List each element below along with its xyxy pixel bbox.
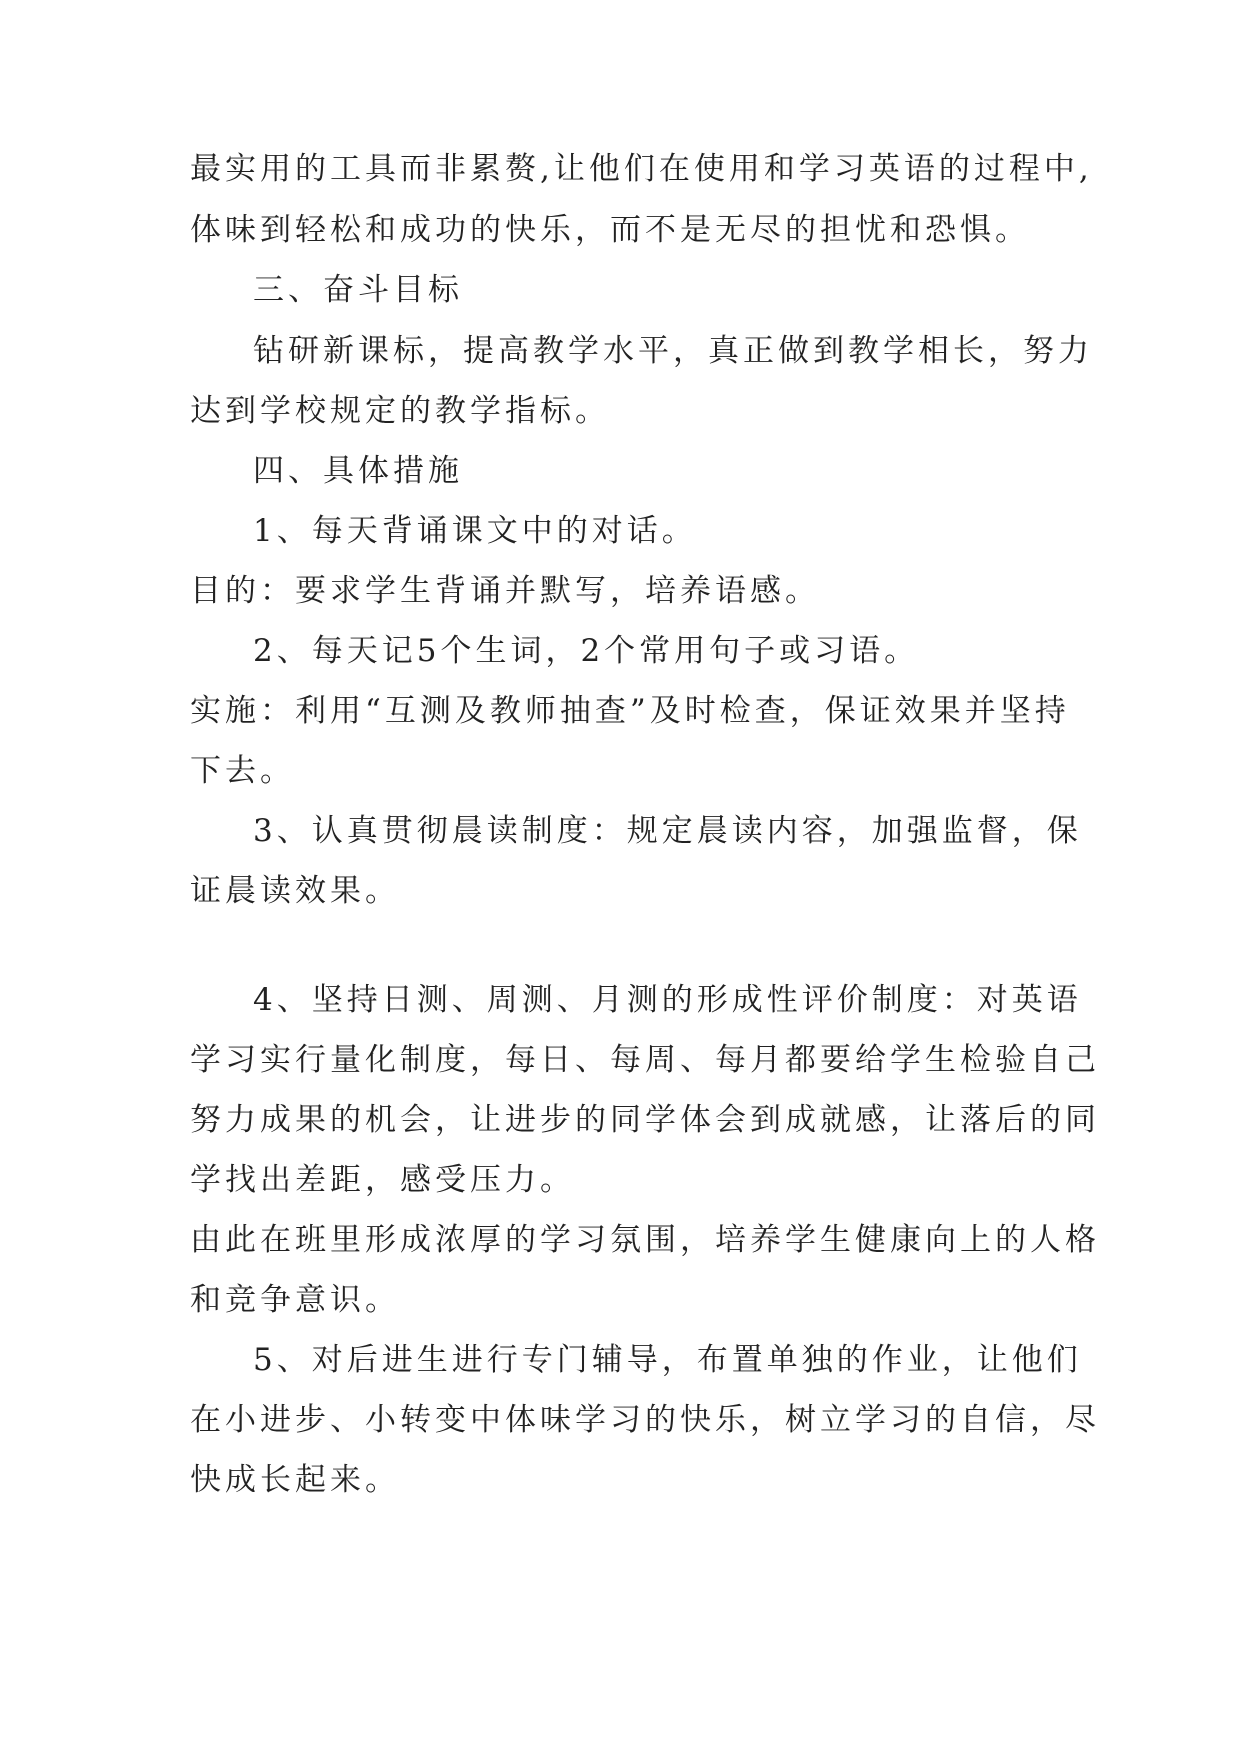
text-line: 和竞争意识。 [190, 1282, 400, 1318]
text-line: 学找出差距，感受压力。 [190, 1162, 575, 1198]
text-line: 证晨读效果。 [190, 873, 400, 909]
list-item: 5、对后进生进行专门辅导，布置单独的作业，让他们 [253, 1342, 1082, 1378]
text-line: 实施：利用“互测及教师抽查”及时检查，保证效果并坚持 [190, 693, 1070, 729]
list-item: 1、每天背诵课文中的对话。 [253, 513, 697, 549]
text-line: 由此在班里形成浓厚的学习氛围，培养学生健康向上的人格 [190, 1222, 1100, 1258]
text-line: 快成长起来。 [190, 1462, 400, 1498]
text-line: 最实用的工具而非累赘,让他们在使用和学习英语的过程中, [190, 151, 1093, 187]
section-heading: 三、奋斗目标 [253, 272, 463, 308]
text-line: 目的：要求学生背诵并默写，培养语感。 [190, 573, 820, 609]
text-line: 钻研新课标，提高教学水平，真正做到教学相长，努力 [253, 333, 1093, 369]
text-line: 在小进步、小转变中体味学习的快乐，树立学习的自信，尽 [190, 1402, 1100, 1438]
list-item: 4、坚持日测、周测、月测的形成性评价制度：对英语 [253, 982, 1082, 1018]
text-line: 下去。 [190, 753, 295, 789]
text-line: 体味到轻松和成功的快乐，而不是无尽的担忧和恐惧。 [190, 212, 1030, 248]
text-line: 学习实行量化制度，每日、每周、每月都要给学生检验自己 [190, 1042, 1100, 1078]
list-item: 3、认真贯彻晨读制度：规定晨读内容，加强监督，保 [253, 813, 1082, 849]
list-item: 2、每天记5个生词，2个常用句子或习语。 [253, 633, 920, 669]
text-line: 达到学校规定的教学指标。 [190, 393, 610, 429]
text-line: 努力成果的机会，让进步的同学体会到成就感，让落后的同 [190, 1102, 1100, 1138]
section-heading: 四、具体措施 [253, 453, 463, 489]
